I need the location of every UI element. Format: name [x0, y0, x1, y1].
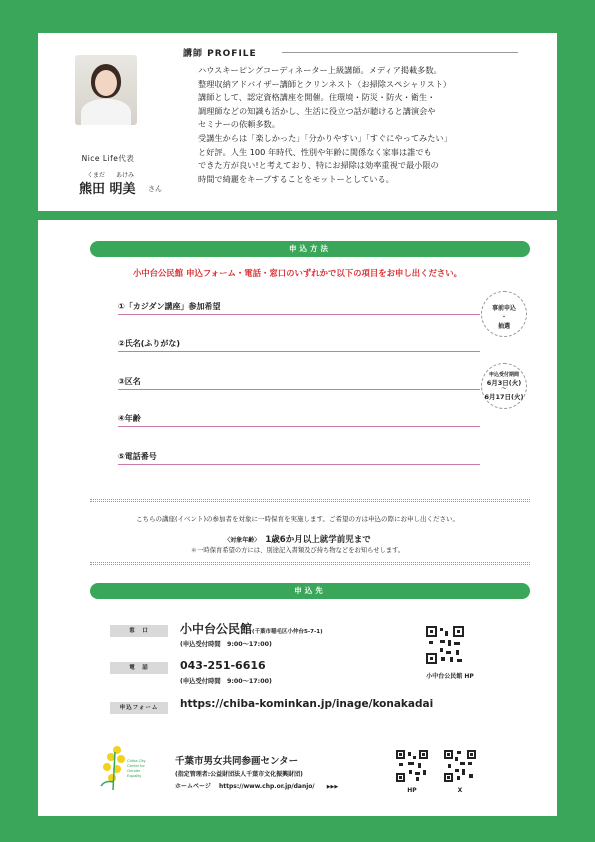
apply-item: ③区名 [118, 377, 141, 386]
qr-caption-x: X [457, 787, 463, 794]
svg-text:Chiba City: Chiba City [127, 758, 146, 763]
profile-line: 整理収納アドバイザー講師とクリンネスト（お掃除スペシャリスト） [198, 78, 452, 89]
contact-heading: 申込先 [90, 583, 530, 599]
item-underline [118, 314, 480, 315]
item-underline [118, 351, 480, 352]
phone-hours: (申込受付時間 9:00〜17:00) [180, 678, 272, 685]
apply-item: ①「カジダン講座」参加希望 [118, 302, 221, 311]
form-url-link[interactable]: https://chiba-kominkan.jp/inage/konakadai [180, 698, 434, 710]
qr-caption-kominkan: 小中台公民館 HP [426, 673, 474, 680]
childcare-notice: こちらの講座(イベント)の参加者を対象に一時保育を実施します。ご希望の方は申込の際にお申し出ください。 [135, 515, 460, 523]
name-kana-given: あけみ [116, 172, 135, 179]
dotted-divider [90, 562, 530, 565]
instructor-name: 熊田 明美 [79, 182, 136, 197]
profile-line: 調理師などの知識も活かし、生活に役立つ話が聴けると講演会や [198, 105, 436, 116]
profile-line: セミナーの依頼多数。 [198, 119, 280, 130]
childcare-note: ＊一時保育希望の方には、別途記入書類及び持ち物などをお知らせします。 [190, 547, 405, 554]
item-underline [118, 464, 480, 465]
profile-line: ハウスキーピングコーディネーター上級講師。メディア掲載多数。 [198, 65, 442, 75]
profile-line: 受講生からは「楽しかった」「分かりやすい」「すぐにやってみたい」 [198, 132, 452, 143]
profile-heading: 講師 PROFILE [183, 49, 257, 59]
gender-equality-center-logo [93, 740, 151, 794]
form-label: 申込フォーム [110, 702, 168, 714]
svg-text:Gender: Gender [127, 768, 141, 773]
svg-text:Center for: Center for [127, 763, 145, 768]
instructor-honorific: さん [148, 185, 162, 193]
profile-text [198, 64, 518, 186]
homepage-label: ホームページ [175, 783, 211, 790]
name-kana-family: くまだ [87, 172, 106, 179]
instructor-organization: Nice Life代表 [81, 154, 135, 163]
profile-line: と好評。人生 100 年時代、性別や年齢に関係なく家事は誰でも [198, 146, 432, 157]
profile-line: 時間で綺麗をキープすることをモットーとしている。 [198, 173, 394, 184]
window-name: 小中台公民館(千葉市稲毛区小仲台5-7-1) [180, 622, 323, 636]
childcare-target: 〈対象年齢〉 1歳6か月以上就学前児まで [224, 535, 371, 545]
profile-line: できた方が良い!と考えており、特にお掃除は効率重視で最小限の [198, 160, 439, 171]
homepage-url-link[interactable]: https://www.chp.or.jp/danjo/ [218, 783, 315, 790]
profile-line: 講師として、認定資格講座を開催。住環境・防災・防火・衛生・ [198, 92, 436, 103]
apply-item: ②氏名(ふりがな) [118, 339, 181, 348]
profile-panel [38, 33, 557, 211]
item-underline [118, 426, 480, 427]
qr-caption-hp: HP [407, 787, 417, 794]
application-panel [38, 220, 557, 816]
center-name: 千葉市男女共同参画センター [175, 756, 299, 767]
application-period-badge: 申込受付期間 6月3日(火) 〜 6月17日(火) [481, 363, 527, 409]
heading-divider [282, 52, 518, 53]
phone-number[interactable]: 043-251-6616 [180, 659, 266, 672]
dotted-divider [90, 499, 530, 502]
qr-code-kominkan[interactable] [426, 626, 464, 664]
arrow-icon: ▶▶▶ [326, 784, 339, 790]
apply-item: ⑤電話番号 [118, 452, 157, 461]
instructor-photo [75, 55, 137, 125]
center-homepage [175, 781, 338, 790]
apply-instruction: 小中台公民館 申込フォーム・電話・窓口のいずれかで以下の項目をお申し出ください。 [132, 268, 463, 278]
qr-code-homepage[interactable] [396, 750, 428, 782]
center-manager: (指定管理者:公益財団法人千葉市文化振興財団) [175, 771, 303, 778]
phone-label: 電 話 [110, 662, 168, 674]
item-underline [118, 389, 480, 390]
qr-code-x[interactable] [444, 750, 476, 782]
apply-method-heading: 申込方法 [90, 241, 530, 257]
apply-item: ④年齢 [118, 414, 141, 423]
window-hours: (申込受付時間 9:00〜17:00) [180, 641, 272, 648]
svg-text:Equality: Equality [127, 773, 142, 778]
pre-registration-badge: 事前申込 ・ 抽選 [481, 291, 527, 337]
window-label: 窓 口 [110, 625, 168, 637]
